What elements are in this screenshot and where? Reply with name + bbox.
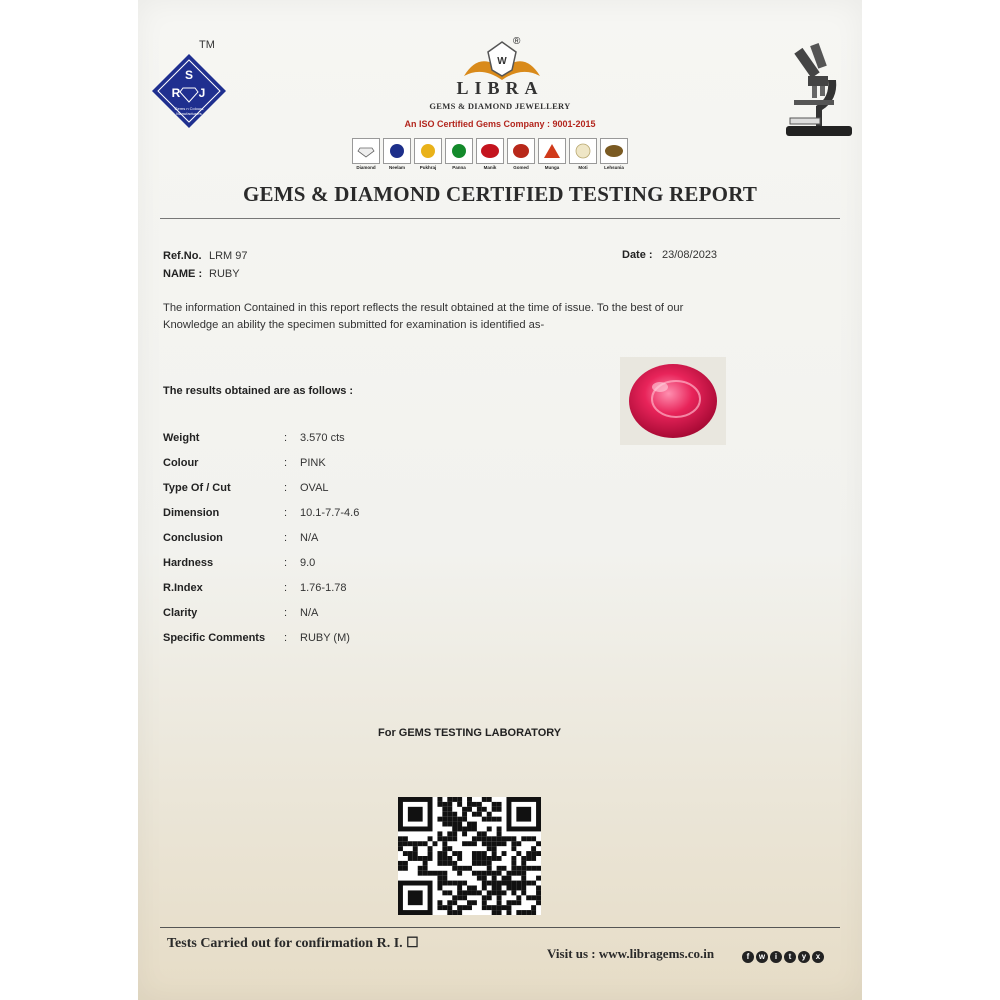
result-separator: :	[284, 432, 288, 444]
result-label: Weight	[163, 432, 200, 444]
website-text[interactable]: Visit us : www.libragems.co.in	[547, 946, 715, 961]
result-value: 1.76-1.78	[300, 582, 347, 594]
result-row	[163, 432, 463, 448]
result-value: 9.0	[300, 557, 316, 569]
result-label: Conclusion	[163, 532, 223, 544]
lehsunia-gem-icon	[604, 143, 624, 159]
svg-text:R: R	[171, 86, 181, 100]
qr-code[interactable]	[398, 797, 541, 915]
result-value: RUBY (M)	[300, 632, 350, 644]
result-row	[163, 482, 463, 498]
result-separator: :	[284, 582, 288, 594]
result-separator: :	[284, 607, 288, 619]
trademark-mark: TM	[199, 39, 215, 51]
whatsapp-icon[interactable]: w	[756, 951, 768, 963]
gem-item: Gomed	[507, 138, 535, 170]
intro-line: Knowledge an ability the specimen submitted for examination is identified as-	[163, 319, 545, 331]
manik-gem-icon	[480, 143, 500, 159]
instagram-icon[interactable]: i	[770, 951, 782, 963]
result-value: 3.570 cts	[300, 432, 345, 444]
ruby-gemstone-image	[620, 357, 726, 445]
brand-name: LIBRA	[456, 78, 544, 98]
gem-item: Pukhraj	[414, 138, 442, 170]
result-row	[163, 607, 463, 623]
srj-logo	[150, 52, 228, 130]
youtube-icon[interactable]: y	[798, 951, 810, 963]
result-value: N/A	[300, 607, 319, 619]
result-separator: :	[284, 632, 288, 644]
moti-gem-icon	[574, 143, 592, 159]
result-label: Hardness	[163, 557, 214, 569]
gomed-gem-icon	[511, 143, 531, 159]
footer-divider	[160, 927, 840, 928]
gem-item: Neelam	[383, 138, 411, 170]
gem-item: Diamond	[352, 138, 380, 170]
result-row	[163, 632, 463, 648]
result-value: N/A	[300, 532, 319, 544]
result-row	[163, 507, 463, 523]
result-separator: :	[284, 532, 288, 544]
result-row	[163, 532, 463, 548]
panna-gem-icon	[450, 143, 468, 159]
munga-gem-icon	[543, 143, 561, 159]
date-value: 23/08/2023	[662, 249, 718, 261]
result-value: 10.1-7.7-4.6	[300, 507, 360, 519]
intro-paragraph	[163, 300, 763, 334]
brand-subtitle: GEMS & DIAMOND JEWELLERY	[429, 101, 571, 111]
gem-item: Moti	[569, 138, 597, 170]
social-icons	[742, 951, 824, 963]
name-value: RUBY	[209, 268, 240, 280]
microscope-icon	[778, 40, 856, 140]
other-social-icon[interactable]: x	[812, 951, 824, 963]
result-separator: :	[284, 457, 288, 469]
result-label: R.Index	[163, 582, 203, 594]
gem-item: Panna	[445, 138, 473, 170]
lab-signature-line: For GEMS TESTING LABORATORY	[378, 727, 562, 739]
name-label: NAME :	[163, 268, 203, 280]
result-value: PINK	[300, 457, 326, 469]
iso-certification: An ISO Certified Gems Company : 9001-2015	[404, 119, 596, 129]
result-separator: :	[284, 507, 288, 519]
svg-text:Gems n Colours: Gems n Colours	[174, 106, 204, 111]
result-value: OVAL	[300, 482, 329, 494]
gem-item: Munga	[538, 138, 566, 170]
report-title: GEMS & DIAMOND CERTIFIED TESTING REPORT	[242, 182, 758, 206]
result-separator: :	[284, 482, 288, 494]
result-label: Colour	[163, 457, 199, 469]
intro-line: The information Contained in this report reflects the result obtained at the time of issue. To the best of our	[163, 302, 684, 314]
result-row	[163, 582, 463, 598]
gem-icons-row	[352, 138, 628, 170]
registered-mark: ®	[513, 36, 521, 47]
facebook-icon[interactable]: f	[742, 951, 754, 963]
gem-item: Manik	[476, 138, 504, 170]
diamond-gem-icon	[357, 144, 375, 158]
svg-text:W: W	[497, 56, 507, 67]
result-row	[163, 557, 463, 573]
date-label: Date :	[622, 249, 653, 261]
twitter-icon[interactable]: t	[784, 951, 796, 963]
gem-item: Lehsunia	[600, 138, 628, 170]
ref-value: LRM 97	[209, 250, 248, 262]
svg-text:Manufacturers: Manufacturers	[176, 111, 202, 116]
title-divider	[160, 218, 840, 219]
result-separator: :	[284, 557, 288, 569]
svg-text:S: S	[184, 68, 194, 82]
result-label: Specific Comments	[163, 632, 266, 644]
pukhraj-gem-icon	[419, 143, 437, 159]
result-label: Type Of / Cut	[163, 482, 231, 494]
result-label: Clarity	[163, 607, 198, 619]
svg-text:J: J	[198, 86, 206, 100]
result-row	[163, 457, 463, 473]
tests-confirmation-text: Tests Carried out for confirmation R. I. ☐	[167, 936, 419, 951]
results-heading: The results obtained are as follows :	[163, 385, 354, 397]
neelam-gem-icon	[388, 143, 406, 159]
result-label: Dimension	[163, 507, 220, 519]
ref-label: Ref.No.	[163, 250, 202, 262]
